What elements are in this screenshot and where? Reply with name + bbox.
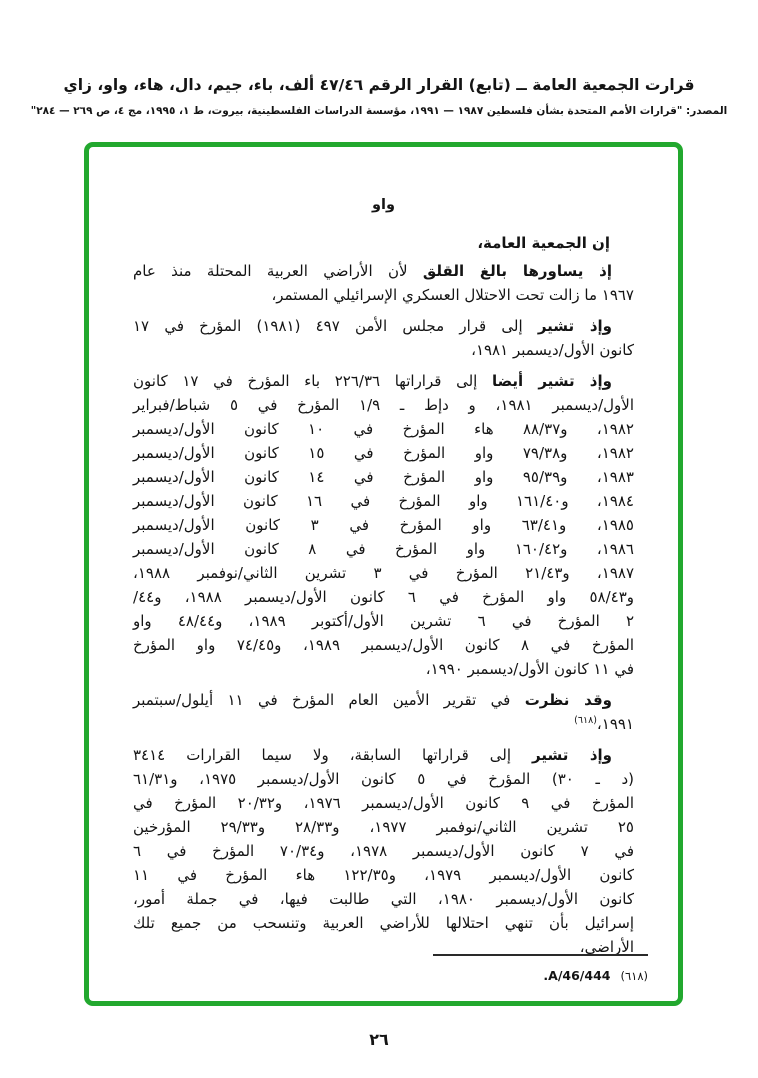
footnote-reference: A/46/444. xyxy=(543,968,611,983)
header-title: قرارت الجمعية العامة ــ (تابع) القرار الرقم ٤٧/٤٦ ألف، باء، جيم، دال، هاء، واو، زاي xyxy=(63,76,695,94)
body-line: ١٩٨٣، و٩٥/٣٩ واو المؤرخ في ١٤ كانون الأول/ديسمبر xyxy=(133,468,634,486)
bold-lead: إذ يساورها بالغ القلق xyxy=(422,262,612,280)
body-line: ١٩٨٢، و٧٩/٣٨ واو المؤرخ في ١٥ كانون الأول/ديسمبر xyxy=(133,444,634,462)
body-line: وإذ تشير إلى قرار مجلس الأمن ٤٩٧ (١٩٨١) المؤرخ في ١٧ xyxy=(133,317,612,335)
body-line: ١٩٩١،$^{(٦١٨)}$ xyxy=(574,715,634,733)
paragraph xyxy=(133,369,634,681)
body-line: في ٧ كانون الأول/ديسمبر ١٩٧٨، و٧٠/٣٤ المؤرخ في ٦ xyxy=(133,842,634,860)
body-line: إذ يساورها بالغ القلق لأن الأراضي العربية المحتلة منذ عام xyxy=(133,262,612,280)
body-line: كانون الأول/ديسمبر ١٩٧٩، و١٢٢/٣٥ هاء المؤرخ في ١١ xyxy=(133,866,634,884)
footnote-superscript: (٦١٨) xyxy=(574,715,597,726)
page-number: ٢٦ xyxy=(369,1030,389,1049)
body-line: ١٩٨٧، و٢١/٤٣ المؤرخ في ٣ تشرين الثاني/نوفمبر ١٩٨٨، xyxy=(133,564,635,582)
footnote-block xyxy=(378,954,648,988)
footnote-marker: (٦١٨) xyxy=(620,969,648,983)
body-line: وإذ تشير إلى قراراتها السابقة، ولا سيما القرارات ٣٤١٤ xyxy=(133,746,612,764)
body-line: ١٩٨٤، و١٦١/٤٠ واو المؤرخ في ١٦ كانون الأول/ديسمبر xyxy=(133,492,634,510)
body-line: (د ـ ٣٠) المؤرخ في ٥ كانون الأول/ديسمبر ١٩٧٥، و٦١/٣١ xyxy=(133,770,634,788)
body-line: ١٩٨٥، و٦٣/٤١ واو المؤرخ في ٣ كانون الأول/ديسمبر xyxy=(133,516,634,534)
body-line: وإذ تشير أيضا إلى قراراتها ٢٢٦/٣٦ باء المؤرخ في ١٧ كانون xyxy=(133,372,612,390)
paragraph xyxy=(133,314,634,362)
body-line: ١٩٨٦، و١٦٠/٤٢ واو المؤرخ في ٨ كانون الأول/ديسمبر xyxy=(133,540,634,558)
body-line: المؤرخ في ٩ كانون الأول/ديسمبر ١٩٧٦، و٢٠/٣٢ المؤرخ في xyxy=(133,794,634,812)
body-line: كانون الأول/ديسمبر ١٩٨١، xyxy=(471,341,634,359)
resolution-content xyxy=(89,147,678,1001)
body-line: الأراضي، xyxy=(579,938,634,956)
body-line: الأول/ديسمبر ١٩٨١، و دإط ـ ١/٩ المؤرخ في ٥ شباط/فبراير xyxy=(133,396,635,414)
footnote-divider xyxy=(433,954,648,956)
body-line: ١٩٦٧ ما زالت تحت الاحتلال العسكري الإسرائيلي المستمر، xyxy=(271,286,634,304)
paragraphs-container xyxy=(133,259,634,959)
bold-lead: وإذ تشير xyxy=(532,746,612,764)
body-line: المؤرخ في ٨ كانون الأول/ديسمبر ١٩٨٩، و٧٤/٤٥ واو المؤرخ xyxy=(133,636,634,654)
section-heading-waw: واو xyxy=(372,197,395,213)
bold-lead: وإذ تشير xyxy=(537,317,612,335)
opening-line: إن الجمعية العامة، xyxy=(477,234,610,252)
bold-lead: وإذ تشير أيضا xyxy=(492,372,612,390)
body-line: إسرائيل بأن تنهي احتلالها للأراضي العربية وتنسحب من جميع تلك xyxy=(133,914,634,932)
footnote-line xyxy=(378,964,648,988)
body-line: ١٩٨٢، و٨٨/٣٧ هاء المؤرخ في ١٠ كانون الأول/ديسمبر xyxy=(133,420,634,438)
body-line: في ١١ كانون الأول/ديسمبر ١٩٩٠، xyxy=(425,660,634,678)
bold-lead: وقد نظرت xyxy=(524,691,612,709)
body-line: و٥٨/٤٣ واو المؤرخ في ٦ كانون الأول/ديسمبر ١٩٨٨، و٤٤/ xyxy=(133,588,634,606)
body-line: ٢ المؤرخ في ٦ تشرين الأول/أكتوبر ١٩٨٩، و٤٨/٤٤ واو xyxy=(133,612,635,630)
paragraph xyxy=(133,743,634,959)
header-source-line: المصدر: "قرارات الأمم المتحدة بشأن فلسطين ١٩٨٧ — ١٩٩١، مؤسسة الدراسات الفلسطينية، بيروت، ط ١، ١٩٩٥، مج ٤، ص ٢٦٩ — ٢٨٤" xyxy=(30,105,728,117)
paragraph xyxy=(133,688,634,736)
body-line: وقد نظرت في تقرير الأمين العام المؤرخ في ١١ أيلول/سبتمبر xyxy=(133,691,612,709)
paragraph xyxy=(133,259,634,307)
body-line: كانون الأول/ديسمبر ١٩٨٠، التي طالبت فيها، في جملة أمور، xyxy=(133,890,634,908)
resolution-green-box xyxy=(84,142,683,1006)
body-line: ٢٥ تشرين الثاني/نوفمبر ١٩٧٧، و٢٨/٣٣ و٢٩/٣٣ المؤرخين xyxy=(133,818,634,836)
